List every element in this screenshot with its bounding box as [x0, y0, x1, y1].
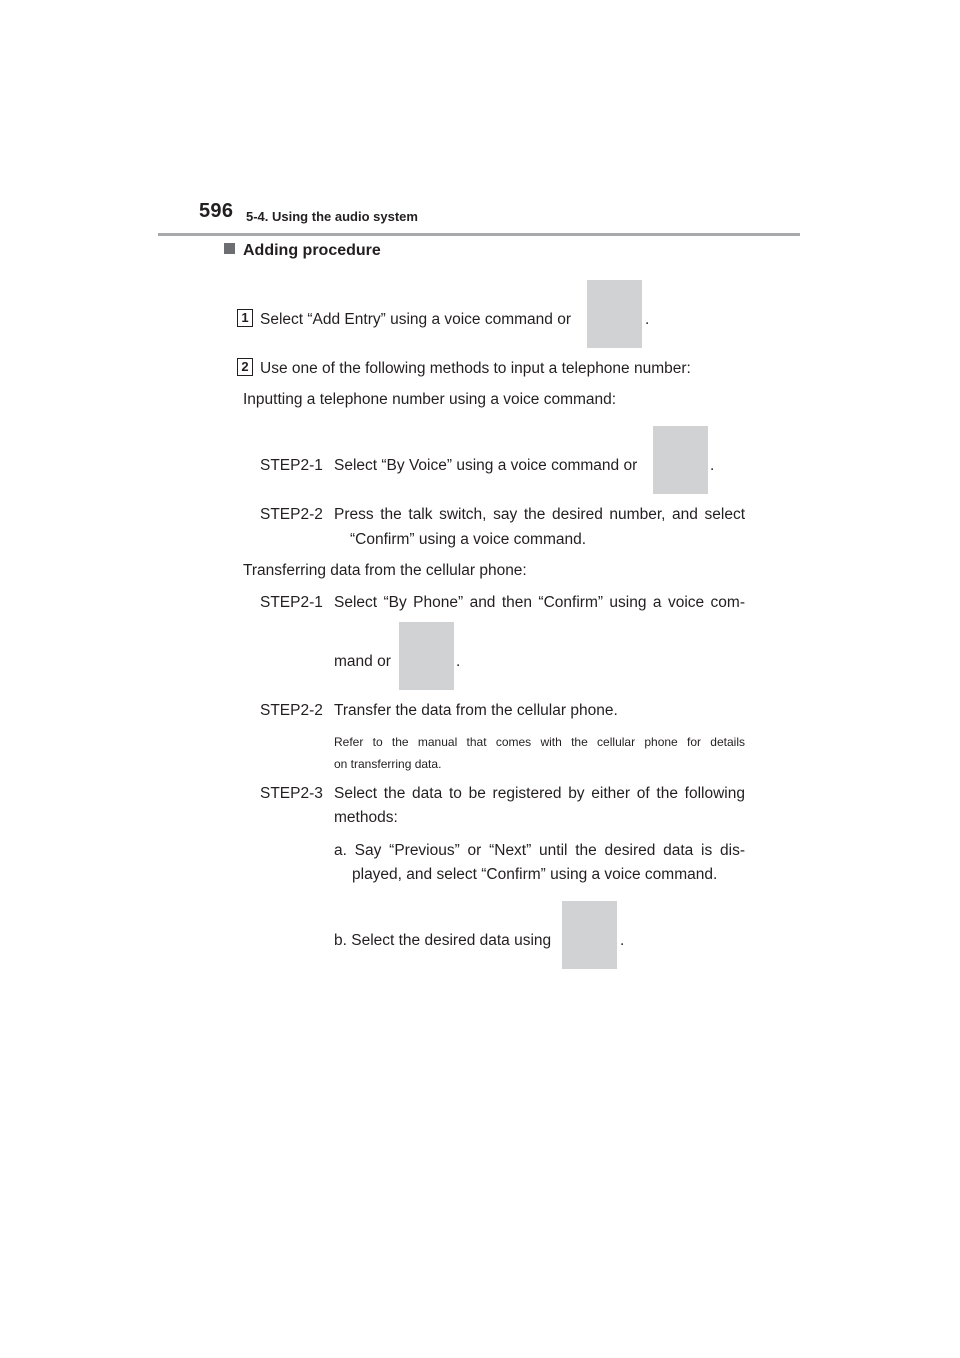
- procedure-heading-text: Adding procedure: [243, 242, 381, 259]
- button-image-placeholder: [399, 622, 454, 690]
- button-image-placeholder: [587, 280, 642, 348]
- step-number-2: 2: [237, 358, 253, 376]
- method-a-line2: played, and select “Confirm” using a voice command.: [352, 866, 718, 883]
- procedure-heading: [224, 242, 381, 260]
- phone-step3-line2: methods:: [334, 809, 398, 826]
- voice-step1-end: .: [710, 457, 715, 474]
- method-a-line1: a. Say “Previous” or “Next” until the desired data is dis-: [334, 842, 745, 859]
- voice-intro: Inputting a telephone number using a voice command:: [243, 391, 617, 408]
- note-line2: on transferring data.: [334, 757, 442, 771]
- method-b-end: .: [620, 932, 625, 949]
- page-number: 596: [199, 200, 234, 222]
- voice-step1-text: Select “By Voice” using a voice command or: [334, 457, 638, 474]
- method-b-text: b. Select the desired data using: [334, 932, 552, 949]
- phone-step1-label: STEP2-1: [260, 594, 323, 611]
- header-rule: [158, 233, 800, 236]
- voice-step1-label: STEP2-1: [260, 457, 323, 474]
- section-title: 5-4. Using the audio system: [246, 209, 418, 224]
- step1-text: Select “Add Entry” using a voice command or: [260, 311, 571, 328]
- square-bullet-icon: [224, 243, 235, 254]
- phone-intro: Transferring data from the cellular phone:: [243, 562, 527, 579]
- voice-step2-label: STEP2-2: [260, 506, 323, 523]
- step-number-1: 1: [237, 309, 253, 327]
- phone-step2-text: Transfer the data from the cellular phone.: [334, 702, 618, 719]
- note-line1: Refer to the manual that comes with the cellular phone for details: [334, 735, 745, 749]
- phone-step1-line1: Select “By Phone” and then “Confirm” using a voice com-: [334, 594, 745, 611]
- phone-step3-line1: Select the data to be registered by either of the following: [334, 785, 745, 802]
- voice-step2-line2: “Confirm” using a voice command.: [350, 531, 587, 548]
- voice-step2-line1: Press the talk switch, say the desired number, and select: [334, 506, 745, 523]
- step1-end: .: [645, 311, 650, 328]
- step2-text: Use one of the following methods to input a telephone number:: [260, 360, 691, 377]
- phone-step2-label: STEP2-2: [260, 702, 323, 719]
- button-image-placeholder: [653, 426, 708, 494]
- phone-step1-line2: mand or: [334, 653, 391, 670]
- phone-step3-label: STEP2-3: [260, 785, 323, 802]
- button-image-placeholder: [562, 901, 617, 969]
- phone-step1-end: .: [456, 653, 461, 670]
